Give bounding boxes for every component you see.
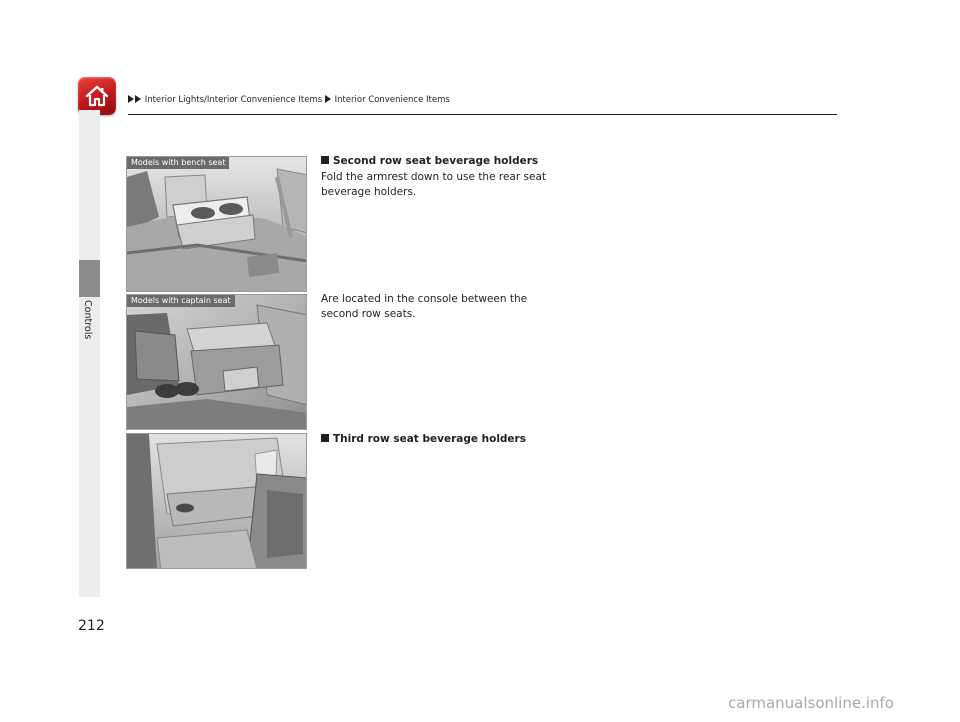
captain-seat-illustration [127,295,307,430]
breadcrumb-link-interior-lights[interactable]: Interior Lights/Interior Convenience Items [144,95,323,105]
side-tab-track-top [79,110,100,260]
breadcrumb-arrow-icon [135,95,141,103]
heading-square-icon [321,156,329,164]
breadcrumb-arrow-icon [325,95,331,103]
breadcrumb-link-convenience-items[interactable]: Interior Convenience Items [334,95,450,105]
page-number: 212 [78,618,105,634]
figure-third-row [126,433,307,569]
chapter-label-text: Controls [82,300,93,340]
heading-square-icon [321,434,329,442]
bench-seat-illustration [127,157,307,292]
breadcrumb-arrow-icon [128,95,134,103]
section-heading-third-row-text: Third row seat beverage holders [333,433,526,445]
bench-seat-description: Fold the armrest down to use the rear seat beverage holders. [321,171,547,198]
figure-bench-seat [126,156,307,292]
breadcrumb [128,95,450,105]
figure-tag-bench: Models with bench seat [127,157,229,169]
third-row-illustration [127,434,307,569]
section-heading-second-row [321,155,538,167]
chapter-tab-controls[interactable] [79,260,100,297]
chapter-label [81,300,97,360]
figure-captain-seat [126,294,307,430]
captain-seat-description: Are located in the console between the second row seats. [321,293,528,320]
figure-tag-captain: Models with captain seat [127,295,235,307]
section-heading-second-row-text: Second row seat beverage holders [333,155,539,167]
home-icon [84,83,110,109]
section-heading-third-row [321,433,526,445]
header-divider [128,114,837,115]
watermark: carmanualsonline.info [728,694,894,712]
